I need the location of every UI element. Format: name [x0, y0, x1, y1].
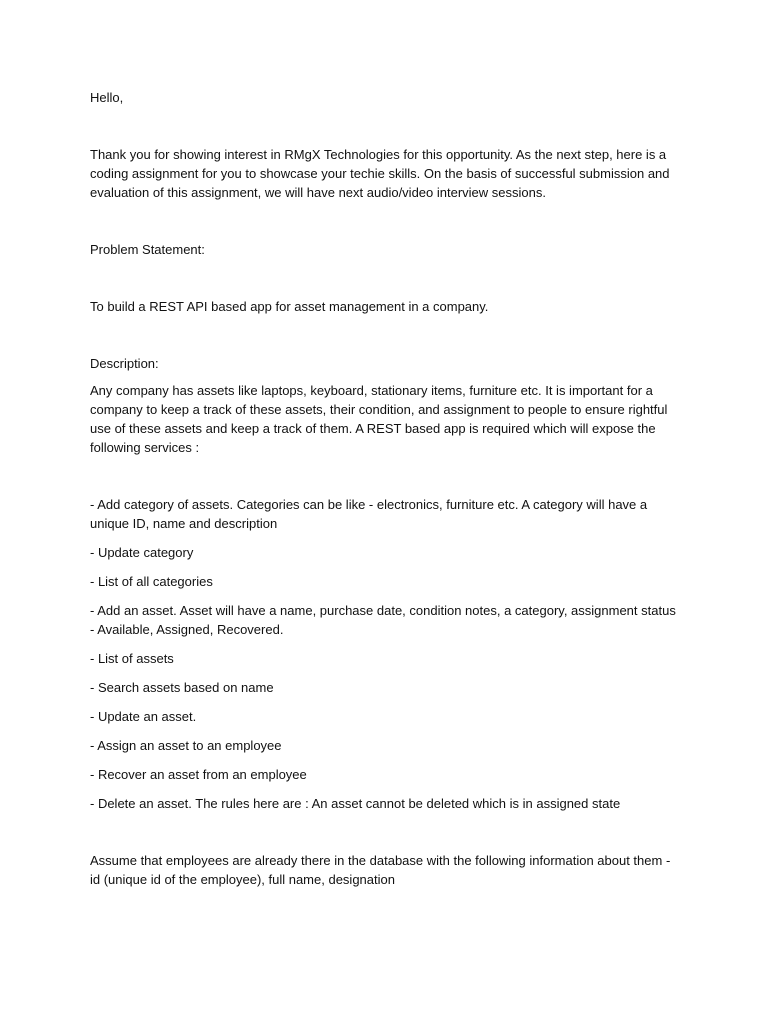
- service-item: - List of all categories: [90, 574, 213, 589]
- service-item: - Update category: [90, 545, 194, 560]
- greeting: Hello,: [90, 90, 124, 105]
- service-item: - Update an asset.: [90, 709, 197, 724]
- document-page: [90, 88, 680, 889]
- service-item: - Search assets based on name: [90, 680, 274, 695]
- description-text: Any company has assets like laptops, keyboard, stationary items, furniture etc. It is important for a company to keep a track of these assets, their condition, and assignment to people to ensure rightful use of these assets and keep a track of them. A REST based app is required which will expose the following services :: [90, 383, 668, 455]
- service-item: - List of assets: [90, 651, 174, 666]
- intro-paragraph: Thank you for showing interest in RMgX Technologies for this opportunity. As the next step, here is a coding assignment for you to showcase your techie skills. On the basis of successful submission and evaluation of this assignment, we will have next audio/video interview sessions.: [90, 147, 670, 200]
- service-item: - Delete an asset. The rules here are : An asset cannot be deleted which is in assigned state: [90, 796, 621, 811]
- problem-statement-text: To build a REST API based app for asset management in a company.: [90, 299, 489, 314]
- services-list: [90, 495, 680, 813]
- service-item: - Add an asset. Asset will have a name, purchase date, condition notes, a category, assignment status - Available, Assigned, Recovered.: [90, 603, 676, 637]
- service-item: - Recover an asset from an employee: [90, 767, 307, 782]
- assumption-paragraph: Assume that employees are already there in the database with the following information about them - id (unique id of the employee), full name, designation: [90, 853, 671, 887]
- service-item: - Add category of assets. Categories can be like - electronics, furniture etc. A category will have a unique ID, name and description: [90, 497, 648, 531]
- problem-statement-heading: Problem Statement:: [90, 242, 205, 257]
- service-item: - Assign an asset to an employee: [90, 738, 282, 753]
- description-heading: Description:: [90, 356, 159, 371]
